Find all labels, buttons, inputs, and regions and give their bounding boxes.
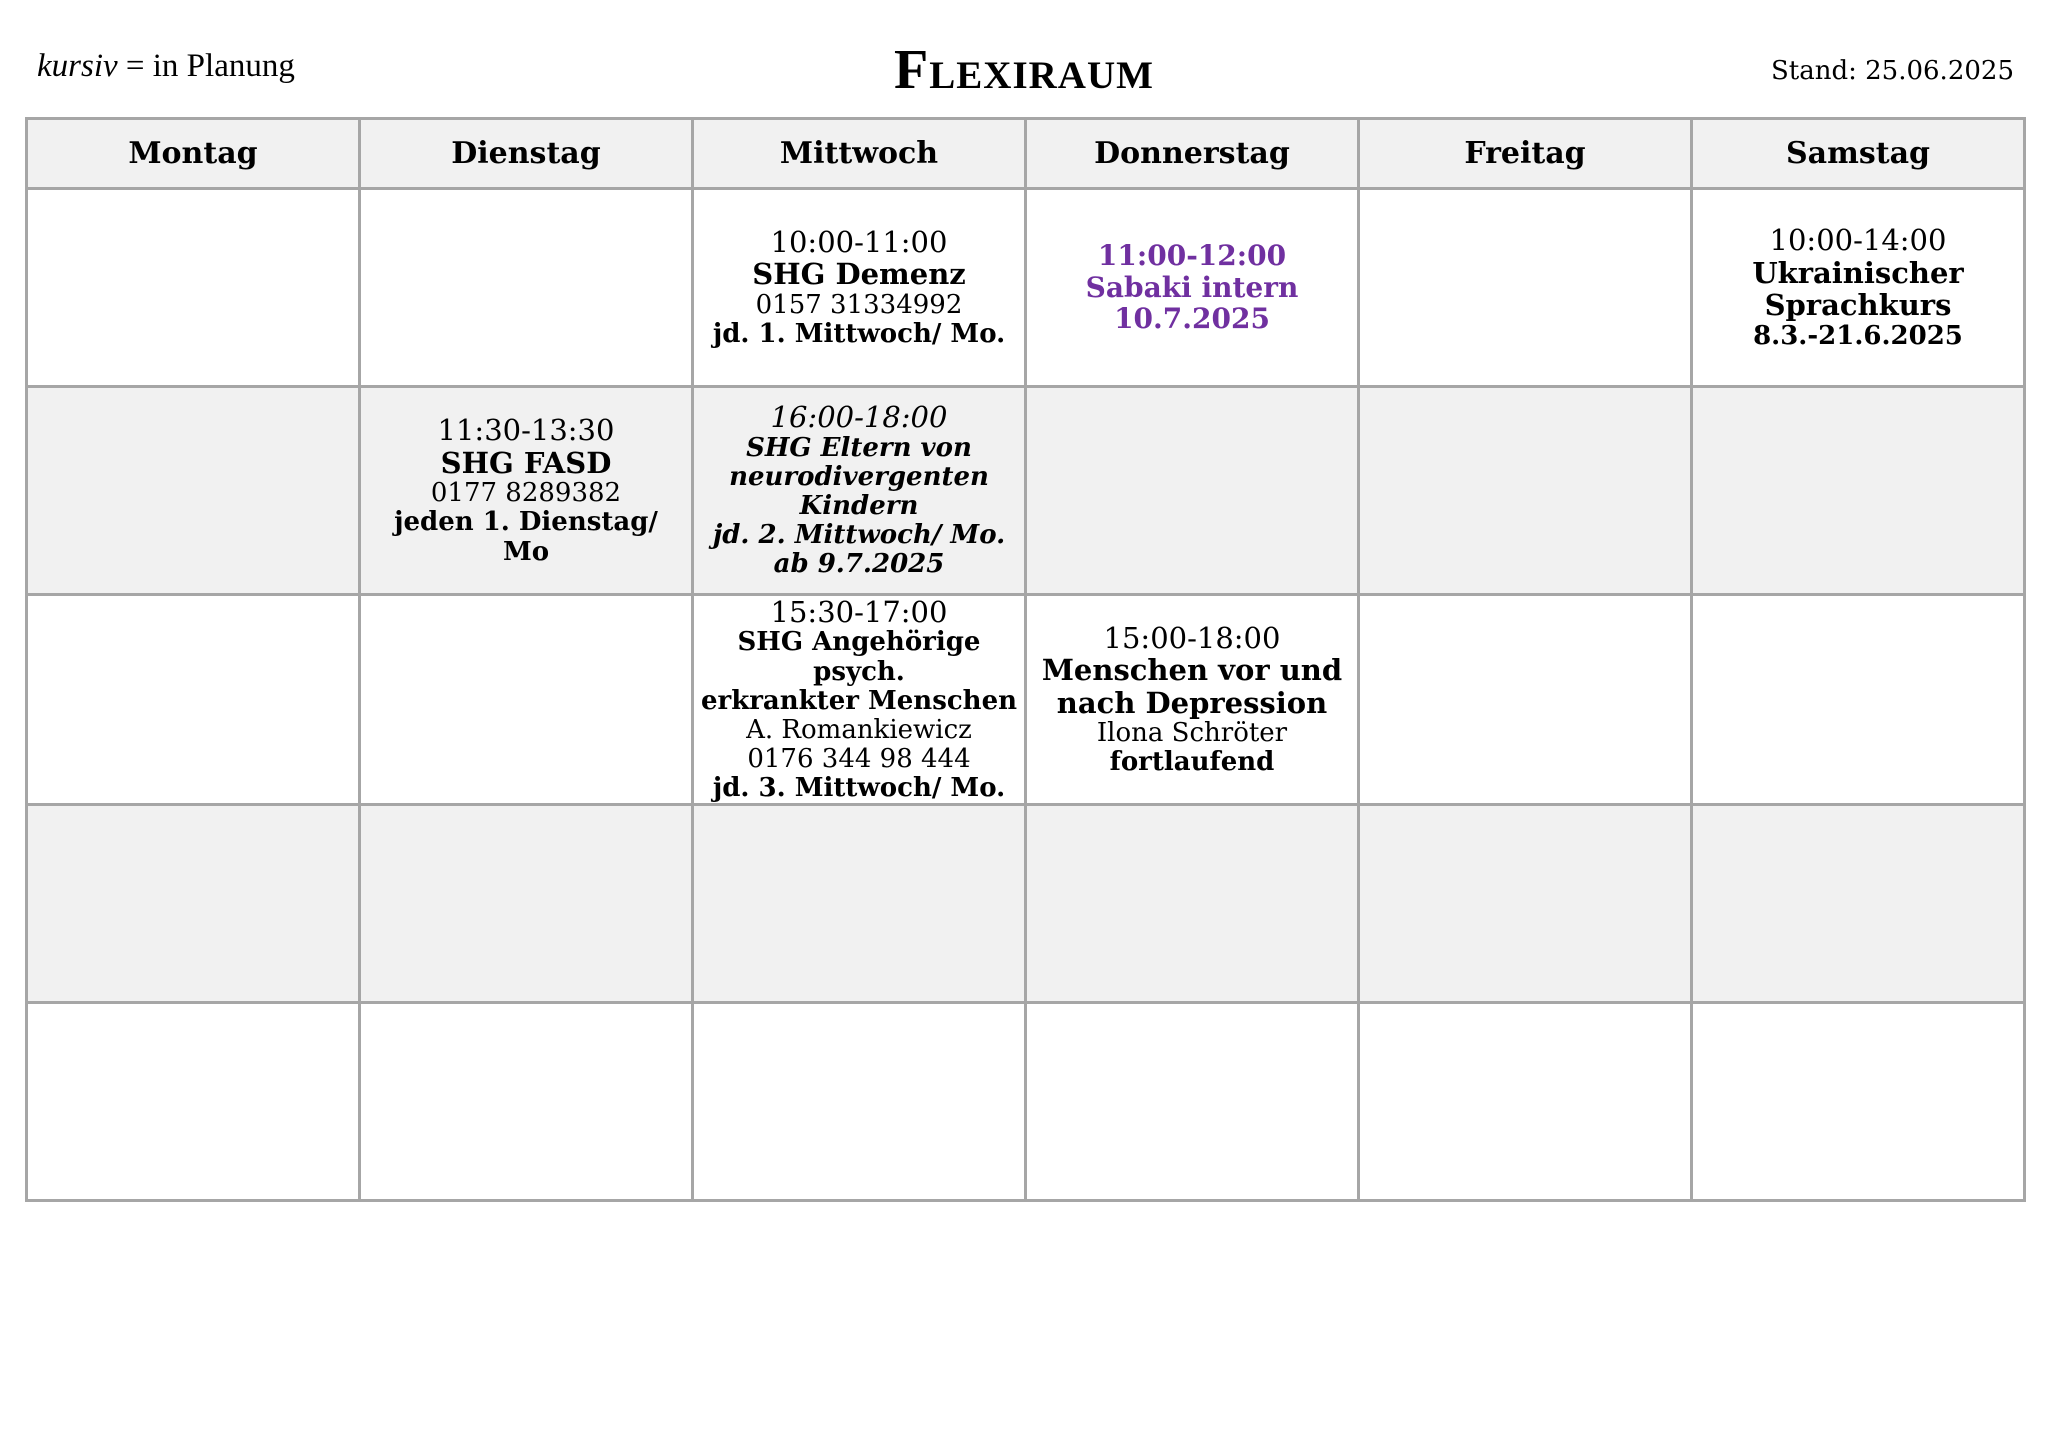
cell-montag-4 [27,805,360,1003]
cell-freitag-1 [1359,189,1692,387]
cell-samstag-5 [1692,1003,2025,1201]
column-header-freitag: Freitag [1359,119,1692,189]
cell-dienstag-4 [360,805,693,1003]
event-ukrainischer-sprachkurs [1699,224,2017,351]
legend-text: = in Planung [117,48,295,84]
table-row [27,805,2025,1003]
event-shg-eltern-neurodivergent [700,401,1018,579]
table-row [27,595,2025,805]
cell-montag-5 [27,1003,360,1201]
event-name-line: Kindern [799,491,919,522]
cell-samstag-4 [1692,805,2025,1003]
stand-date: Stand: 25.06.2025 [1770,56,2014,86]
cell-dienstag-5 [360,1003,693,1201]
cell-montag-3 [27,595,360,805]
cell-dienstag-2 [360,387,693,595]
cell-freitag-3 [1359,595,1692,805]
event-name-line: Ukrainischer [1752,255,1964,290]
cell-freitag-2 [1359,387,1692,595]
event-start: ab 9.7.2025 [773,549,945,580]
event-phone: 0177 8289382 [430,478,622,509]
cell-mittwoch-5 [693,1003,1026,1201]
event-sabaki-intern [1033,240,1351,334]
event-name: SHG FASD [440,445,612,480]
event-name: Sabaki intern [1085,270,1299,304]
event-shg-fasd [367,414,685,566]
cell-montag-1 [27,189,360,387]
cell-donnerstag-3 [1026,595,1359,805]
event-time: 15:00-18:00 [1103,620,1281,655]
event-frequency: fortlaufend [1109,747,1275,778]
cell-mittwoch-2 [693,387,1026,595]
event-time: 11:00-12:00 [1097,239,1287,273]
column-header-samstag: Samstag [1692,119,2025,189]
event-shg-demenz [700,226,1018,349]
event-frequency: jd. 3. Mittwoch/ Mo. [712,773,1006,804]
legend-italic-label: kursiv [37,48,118,84]
event-phone: 0176 344 98 444 [747,743,971,774]
column-header-mittwoch: Mittwoch [693,119,1026,189]
event-menschen-depression [1033,622,1351,778]
column-header-donnerstag: Donnerstag [1026,119,1359,189]
event-name-line: nach Depression [1056,685,1328,720]
cell-donnerstag-5 [1026,1003,1359,1201]
event-name-line: Sprachkurs [1764,288,1952,323]
event-name: SHG Demenz [752,257,966,292]
event-contact: Ilona Schröter [1096,718,1288,749]
event-contact: A. Romankiewicz [746,714,972,745]
table-row [27,387,2025,595]
cell-mittwoch-1 [693,189,1026,387]
event-period: 8.3.-21.6.2025 [1753,320,1963,351]
cell-samstag-2 [1692,387,2025,595]
event-date: 10.7.2025 [1114,302,1270,336]
cell-freitag-5 [1359,1003,1692,1201]
event-time: 16:00-18:00 [770,400,948,435]
cell-freitag-4 [1359,805,1692,1003]
event-phone: 0157 31334992 [755,289,963,320]
cell-mittwoch-3 [693,595,1026,805]
event-frequency: jd. 1. Mittwoch/ Mo. [712,318,1006,349]
column-header-dienstag: Dienstag [360,119,693,189]
event-time: 10:00-11:00 [770,224,948,259]
event-name-line: SHG Eltern von [746,432,972,463]
cell-mittwoch-4 [693,805,1026,1003]
cell-samstag-3 [1692,595,2025,805]
schedule-table [25,117,2026,1202]
column-header-montag: Montag [27,119,360,189]
event-name-line: SHG Angehörige psych. [737,627,981,687]
event-frequency: jd. 2. Mittwoch/ Mo. [712,520,1006,551]
event-shg-angehoerige [700,596,1018,803]
cell-dienstag-3 [360,595,693,805]
event-name-line: erkrankter Menschen [700,685,1018,716]
event-time: 11:30-13:30 [437,413,615,448]
page-title: Flexiraum [894,39,1154,101]
cell-donnerstag-4 [1026,805,1359,1003]
event-name-line: Menschen vor und [1041,653,1343,688]
event-time: 15:30-17:00 [770,595,948,629]
cell-montag-2 [27,387,360,595]
event-time: 10:00-14:00 [1769,223,1947,258]
table-row [27,189,2025,387]
event-frequency: jeden 1. Dienstag/ Mo [394,507,658,567]
event-name-line: neurodivergenten [729,462,989,493]
cell-donnerstag-1 [1026,189,1359,387]
cell-donnerstag-2 [1026,387,1359,595]
header-row [27,119,2025,189]
cell-dienstag-1 [360,189,693,387]
cell-samstag-1 [1692,189,2025,387]
table-row [27,1003,2025,1201]
